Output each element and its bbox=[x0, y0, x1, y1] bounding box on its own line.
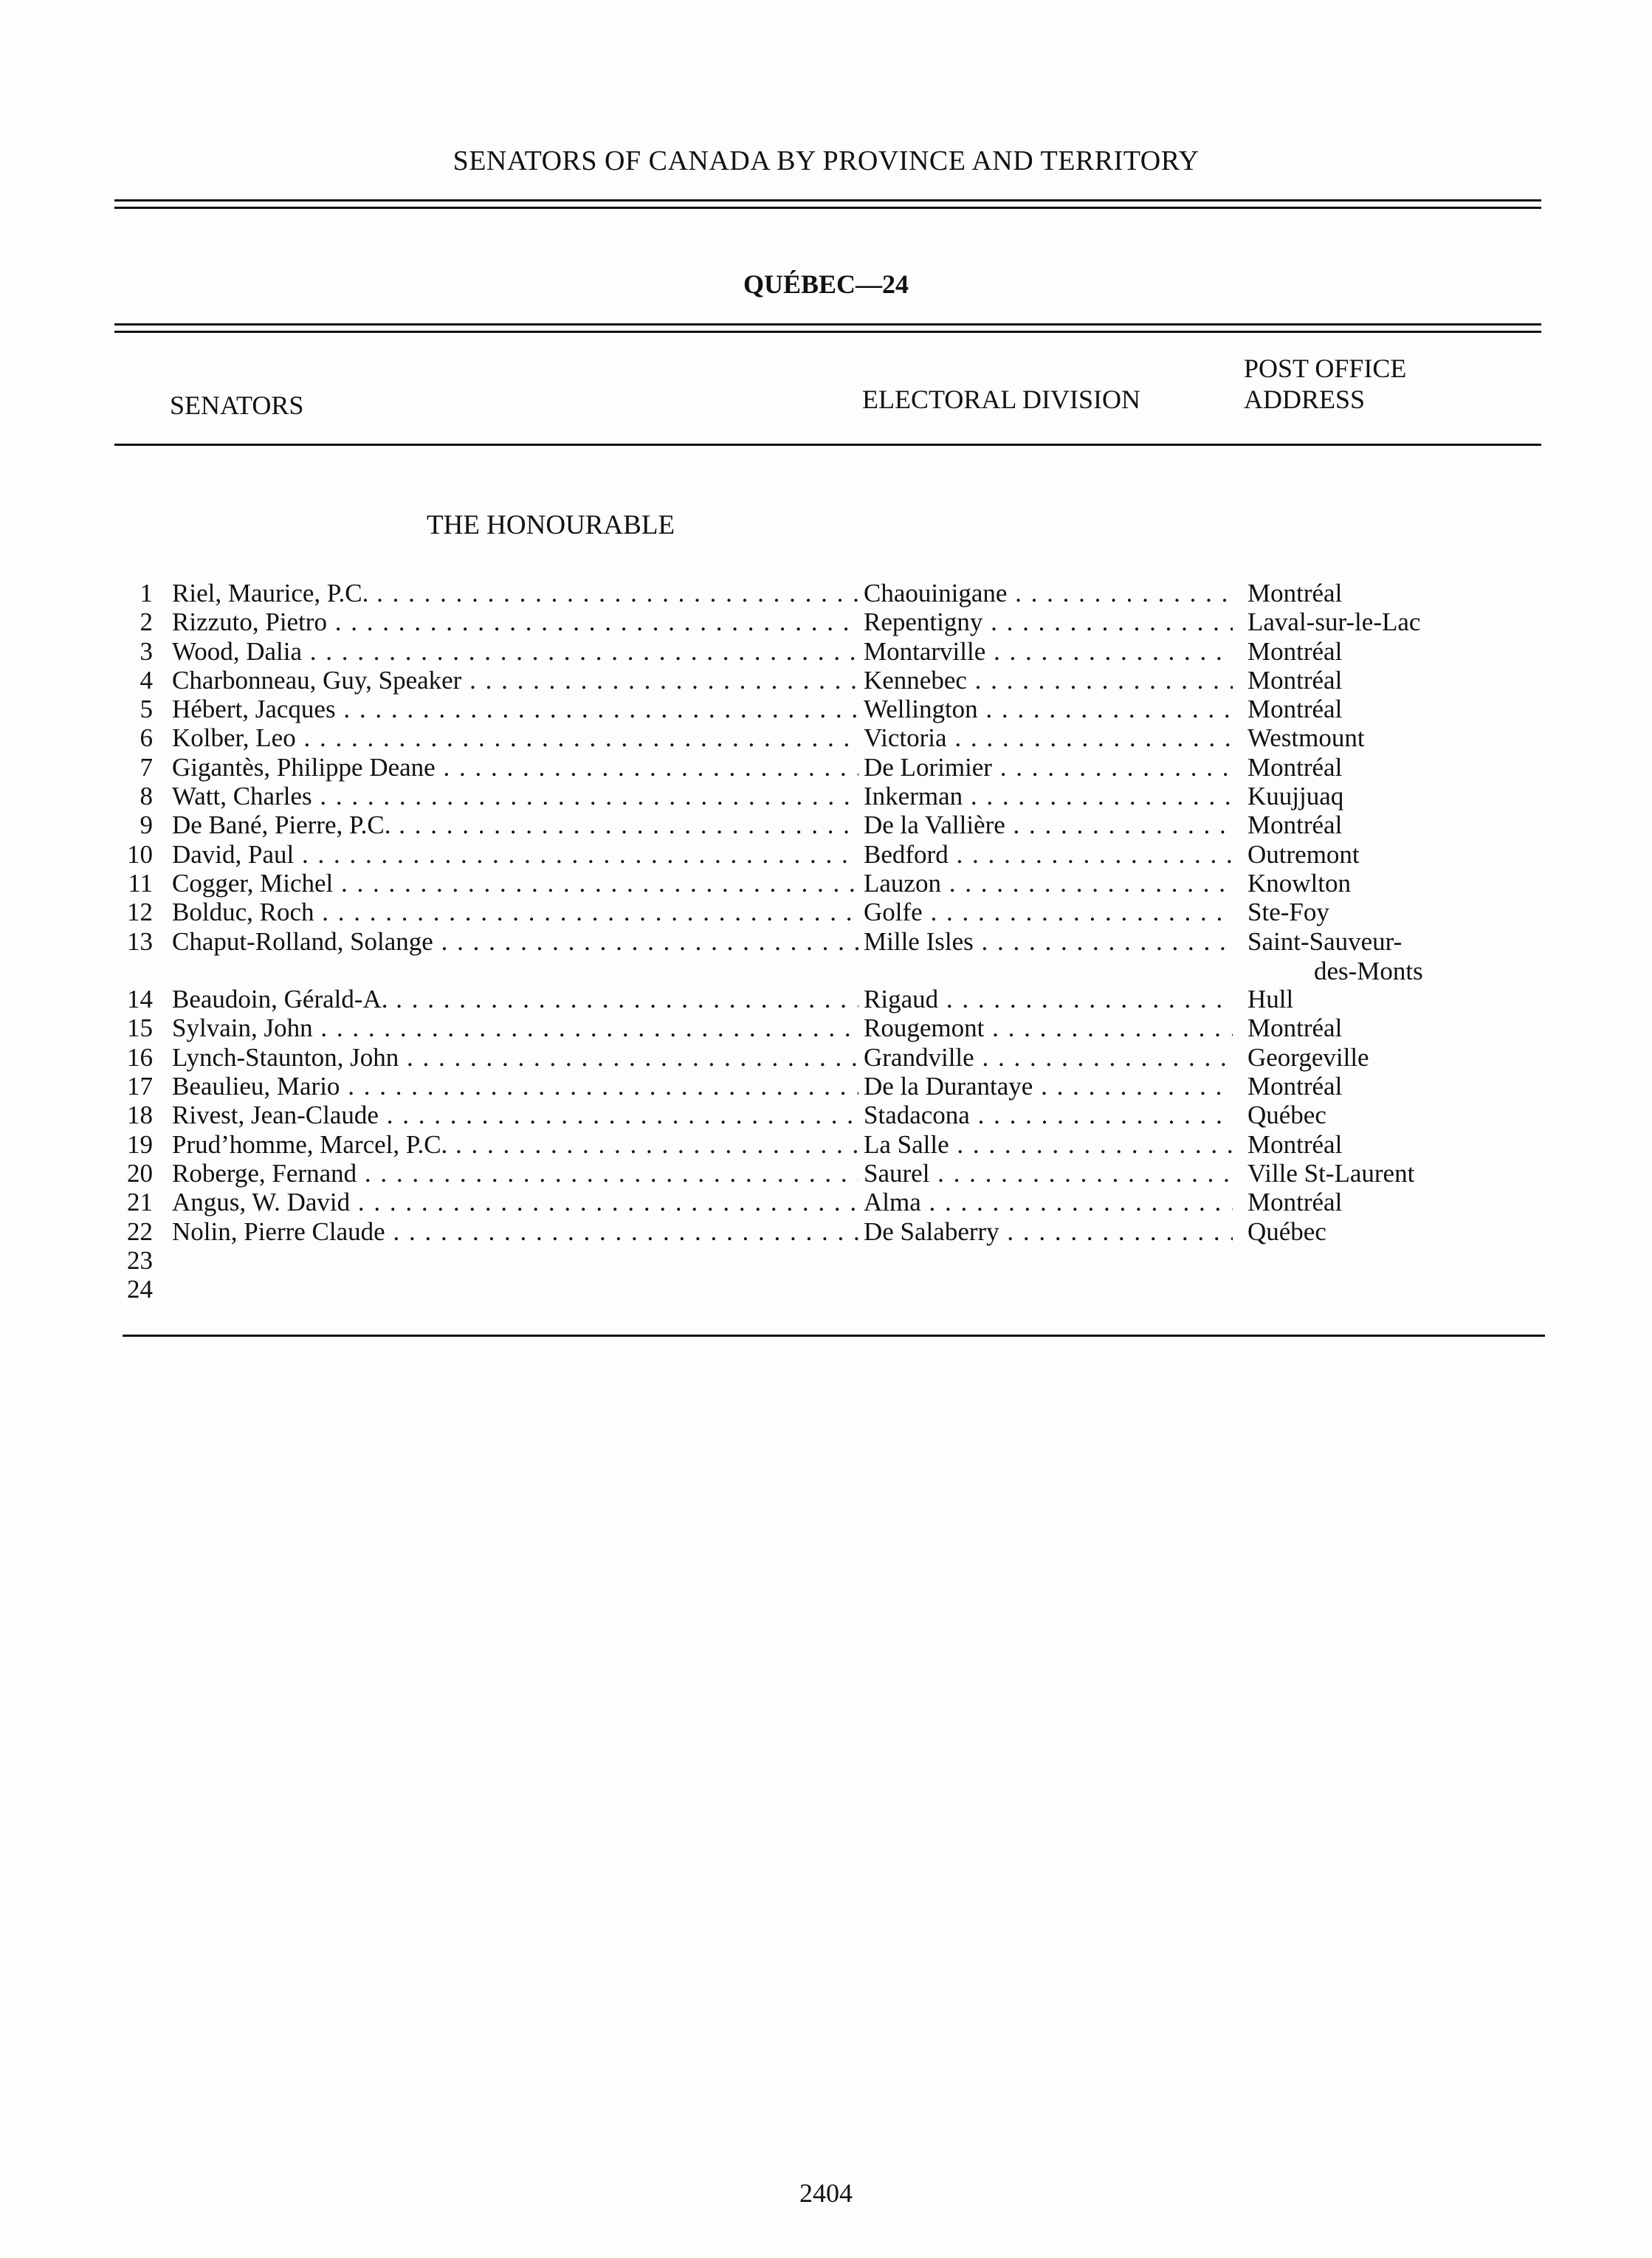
senator-name-text: Angus, W. David bbox=[172, 1188, 351, 1217]
senator-row bbox=[0, 1246, 1652, 1275]
senator-number: 16 bbox=[127, 1042, 153, 1072]
senator-name bbox=[172, 782, 858, 811]
electoral-division-text: Inkerman bbox=[864, 782, 963, 811]
senator-row bbox=[0, 579, 1652, 607]
post-office-address bbox=[1247, 753, 1342, 782]
senator-number: 9 bbox=[140, 810, 153, 840]
post-office-address-text: Montréal bbox=[1247, 1129, 1343, 1159]
post-office-column-header bbox=[1244, 353, 1406, 415]
senator-number: 7 bbox=[140, 752, 153, 782]
electoral-division-text: Lauzon bbox=[864, 868, 941, 898]
senator-row bbox=[0, 1188, 1652, 1216]
senator-row bbox=[0, 1130, 1652, 1159]
senator-name bbox=[172, 898, 858, 927]
page-number: 2404 bbox=[799, 2178, 853, 2208]
electoral-division-text: De la Vallière bbox=[864, 810, 1005, 840]
electoral-division bbox=[864, 840, 1233, 870]
senator-number: 6 bbox=[140, 723, 153, 753]
electoral-division bbox=[864, 1159, 1233, 1188]
senator-row bbox=[0, 1275, 1652, 1304]
post-office-address bbox=[1247, 607, 1420, 637]
senator-name-text: Hébert, Jacques bbox=[172, 695, 336, 724]
electoral-division bbox=[864, 927, 1233, 957]
post-office-address-text: Georgeville bbox=[1247, 1042, 1369, 1072]
senator-name bbox=[172, 840, 858, 870]
senator-number: 1 bbox=[140, 579, 153, 607]
post-office-address-text: Knowlton bbox=[1247, 868, 1351, 898]
senator-row bbox=[0, 1159, 1652, 1188]
senator-row bbox=[0, 607, 1652, 636]
senator-row bbox=[0, 869, 1652, 898]
senator-number: 19 bbox=[127, 1129, 153, 1159]
senator-name bbox=[172, 1072, 858, 1101]
electoral-division-text: Rougemont bbox=[864, 1013, 985, 1043]
electoral-division-text: Montarville bbox=[864, 636, 986, 666]
electoral-division bbox=[864, 723, 1233, 753]
post-office-address bbox=[1247, 1188, 1342, 1217]
senator-row bbox=[0, 753, 1652, 782]
senator-number: 3 bbox=[140, 636, 153, 666]
electoral-division bbox=[864, 695, 1233, 724]
post-office-address bbox=[1247, 1072, 1342, 1101]
senator-name bbox=[172, 927, 858, 957]
honourable-label: THE HONOURABLE bbox=[427, 510, 675, 540]
senator-name-text: Rizzuto, Pietro bbox=[172, 607, 327, 637]
electoral-division-text: Alma bbox=[864, 1188, 921, 1217]
post-office-address bbox=[1247, 1217, 1326, 1247]
post-office-address-text: Ville St-Laurent bbox=[1247, 1158, 1415, 1188]
senator-name-text: Roberge, Fernand bbox=[172, 1158, 357, 1188]
post-office-address-text: Hull bbox=[1247, 985, 1294, 1014]
electoral-division bbox=[864, 1072, 1233, 1101]
senator-number: 10 bbox=[127, 839, 153, 869]
senator-name-text: Lynch-Staunton, John bbox=[172, 1042, 399, 1072]
electoral-division bbox=[864, 579, 1233, 608]
post-office-address-text: Westmount bbox=[1247, 723, 1365, 753]
post-office-address bbox=[1247, 579, 1342, 608]
post-office-address bbox=[1247, 1130, 1342, 1160]
senator-name bbox=[172, 695, 858, 724]
senator-row bbox=[0, 898, 1652, 926]
senator-number: 18 bbox=[127, 1101, 153, 1130]
electoral-division bbox=[864, 985, 1233, 1014]
top-double-rule bbox=[114, 199, 1541, 209]
senator-number: 20 bbox=[127, 1158, 153, 1188]
electoral-division-text: De Salaberry bbox=[864, 1216, 999, 1246]
post-office-address bbox=[1247, 1013, 1342, 1043]
electoral-division bbox=[864, 1043, 1233, 1073]
senator-row bbox=[0, 810, 1652, 839]
senator-name-text: Cogger, Michel bbox=[172, 868, 334, 898]
post-office-header-line1: POST OFFICE bbox=[1244, 354, 1407, 383]
post-office-address bbox=[1247, 840, 1360, 870]
electoral-division bbox=[864, 607, 1233, 637]
electoral-division bbox=[864, 1013, 1233, 1043]
senator-name bbox=[172, 810, 858, 840]
senator-row bbox=[0, 637, 1652, 666]
electoral-division bbox=[864, 753, 1233, 782]
header-double-rule bbox=[114, 323, 1541, 333]
senator-row bbox=[0, 985, 1652, 1013]
senator-name-text: De Bané, Pierre, P.C. bbox=[172, 810, 391, 840]
senator-name-text: Prud’homme, Marcel, P.C. bbox=[172, 1129, 448, 1159]
senator-row bbox=[0, 927, 1652, 985]
senator-number: 5 bbox=[140, 695, 153, 724]
electoral-division-text: Saurel bbox=[864, 1158, 930, 1188]
post-office-address bbox=[1247, 695, 1342, 724]
senator-name-text: Rivest, Jean-Claude bbox=[172, 1101, 379, 1130]
senator-name bbox=[172, 1159, 858, 1188]
senator-name-text: Gigantès, Philippe Deane bbox=[172, 752, 436, 782]
senator-number: 14 bbox=[127, 985, 153, 1014]
senator-number: 12 bbox=[127, 898, 153, 927]
bottom-rule bbox=[123, 1335, 1545, 1337]
senator-list bbox=[0, 579, 1652, 1304]
senator-number: 21 bbox=[127, 1188, 153, 1217]
electoral-division-text: Wellington bbox=[864, 695, 978, 724]
province-title: QUÉBEC—24 bbox=[743, 269, 909, 299]
senator-name-text: Nolin, Pierre Claude bbox=[172, 1216, 385, 1246]
senator-name bbox=[172, 753, 858, 782]
electoral-division bbox=[864, 782, 1233, 811]
senator-name-text: Charbonneau, Guy, Speaker bbox=[172, 665, 462, 695]
electoral-division-text: Bedford bbox=[864, 839, 949, 869]
electoral-division bbox=[864, 666, 1233, 695]
senator-name-text: Kolber, Leo bbox=[172, 723, 296, 753]
post-office-address bbox=[1247, 985, 1293, 1014]
senator-number: 2 bbox=[140, 607, 153, 637]
senator-name-text: David, Paul bbox=[172, 839, 295, 869]
post-office-address-text: Kuujjuaq bbox=[1247, 782, 1344, 811]
senator-name bbox=[172, 1188, 858, 1217]
senator-name bbox=[172, 869, 858, 898]
electoral-division-text: La Salle bbox=[864, 1129, 949, 1159]
senator-name-text: Riel, Maurice, P.C. bbox=[172, 579, 369, 607]
page-title: SENATORS OF CANADA BY PROVINCE AND TERRITORY bbox=[452, 145, 1200, 176]
post-office-address-text: Outremont bbox=[1247, 839, 1360, 869]
post-office-address-text: Montréal bbox=[1247, 1013, 1343, 1043]
senator-number: 22 bbox=[127, 1216, 153, 1246]
senator-name bbox=[172, 985, 858, 1014]
senator-number: 17 bbox=[127, 1072, 153, 1101]
post-office-address-text: Montréal bbox=[1247, 1072, 1343, 1101]
post-office-address bbox=[1247, 1101, 1326, 1130]
post-office-address-text: Laval-sur-le-Lac bbox=[1247, 607, 1421, 637]
senator-name bbox=[172, 1043, 858, 1073]
senator-name bbox=[172, 1013, 858, 1043]
senator-number: 11 bbox=[128, 868, 153, 898]
post-office-address bbox=[1247, 637, 1342, 667]
post-office-address-text: Montréal bbox=[1247, 665, 1343, 695]
post-office-address bbox=[1247, 782, 1343, 811]
post-office-header-line2: ADDRESS bbox=[1244, 385, 1366, 414]
senators-column-header: SENATORS bbox=[170, 390, 304, 420]
senator-name bbox=[172, 1217, 858, 1247]
post-office-address bbox=[1247, 1159, 1414, 1188]
senator-name-text: Watt, Charles bbox=[172, 782, 312, 811]
post-office-address bbox=[1247, 898, 1329, 927]
senator-number: 23 bbox=[127, 1245, 153, 1275]
electoral-division-text: Rigaud bbox=[864, 985, 939, 1014]
electoral-division-text: Chaouinigane bbox=[864, 579, 1008, 607]
post-office-address bbox=[1247, 1043, 1369, 1073]
senator-row bbox=[0, 1043, 1652, 1072]
electoral-division bbox=[864, 1101, 1233, 1130]
senator-row bbox=[0, 1101, 1652, 1129]
electoral-division bbox=[864, 869, 1233, 898]
post-office-address-text: Montréal bbox=[1247, 810, 1343, 840]
electoral-division-text: Repentigny bbox=[864, 607, 983, 637]
electoral-division-text: Mille Isles bbox=[864, 926, 974, 956]
senator-row bbox=[0, 1072, 1652, 1101]
electoral-division-column-header: ELECTORAL DIVISION bbox=[862, 385, 1140, 414]
senator-number: 4 bbox=[140, 665, 153, 695]
electoral-division-text: Stadacona bbox=[864, 1101, 970, 1130]
senator-name-text: Chaput-Rolland, Solange bbox=[172, 926, 433, 956]
senator-row bbox=[0, 782, 1652, 810]
post-office-address-text: Montréal bbox=[1247, 752, 1343, 782]
post-office-address-text: Saint-Sauveur- bbox=[1247, 926, 1403, 956]
electoral-division-text: Victoria bbox=[864, 723, 947, 753]
electoral-division-text: Kennebec bbox=[864, 665, 967, 695]
senator-name bbox=[172, 579, 858, 608]
post-office-address bbox=[1247, 927, 1423, 986]
electoral-division bbox=[864, 1130, 1233, 1160]
post-office-address-text: Montréal bbox=[1247, 695, 1343, 724]
senator-number: 24 bbox=[127, 1275, 153, 1304]
senator-name-text: Bolduc, Roch bbox=[172, 898, 314, 927]
post-office-address bbox=[1247, 869, 1351, 898]
senator-name bbox=[172, 1130, 858, 1160]
electoral-division-text: De Lorimier bbox=[864, 752, 992, 782]
senator-row bbox=[0, 666, 1652, 695]
post-office-address bbox=[1247, 723, 1365, 753]
electoral-division-text: De la Durantaye bbox=[864, 1072, 1033, 1101]
post-office-address-text: Québec bbox=[1247, 1216, 1326, 1246]
senator-name-text: Beaudoin, Gérald-A. bbox=[172, 985, 388, 1014]
electoral-division bbox=[864, 1188, 1233, 1217]
senator-name-text: Sylvain, John bbox=[172, 1013, 313, 1043]
senator-name-text: Wood, Dalia bbox=[172, 636, 303, 666]
electoral-division bbox=[864, 898, 1233, 927]
electoral-division-text: Golfe bbox=[864, 898, 923, 927]
senator-row bbox=[0, 723, 1652, 752]
electoral-division bbox=[864, 637, 1233, 667]
senator-number: 8 bbox=[140, 782, 153, 811]
senator-row bbox=[0, 840, 1652, 869]
electoral-division bbox=[864, 1217, 1233, 1247]
post-office-address bbox=[1247, 666, 1342, 695]
senator-name bbox=[172, 1101, 858, 1130]
senator-number: 15 bbox=[127, 1013, 153, 1043]
senator-number: 13 bbox=[127, 926, 153, 956]
post-office-address bbox=[1247, 810, 1342, 840]
senator-name-text: Beaulieu, Mario bbox=[172, 1072, 340, 1101]
electoral-division-text: Grandville bbox=[864, 1042, 974, 1072]
senator-row bbox=[0, 1217, 1652, 1246]
senator-name bbox=[172, 666, 858, 695]
post-office-address-text: Montréal bbox=[1247, 579, 1343, 607]
senator-name bbox=[172, 607, 858, 637]
post-office-address-text: Montréal bbox=[1247, 636, 1343, 666]
senator-row bbox=[0, 1013, 1652, 1042]
electoral-division bbox=[864, 810, 1233, 840]
senator-row bbox=[0, 695, 1652, 723]
column-header-rule bbox=[114, 444, 1541, 446]
post-office-address-text: Ste-Foy bbox=[1247, 898, 1329, 927]
post-office-address-text: Québec bbox=[1247, 1101, 1326, 1130]
post-office-address-text: Montréal bbox=[1247, 1188, 1343, 1217]
senator-name bbox=[172, 637, 858, 667]
senator-name bbox=[172, 723, 858, 753]
post-office-address-continuation: des-Monts bbox=[1314, 956, 1423, 985]
